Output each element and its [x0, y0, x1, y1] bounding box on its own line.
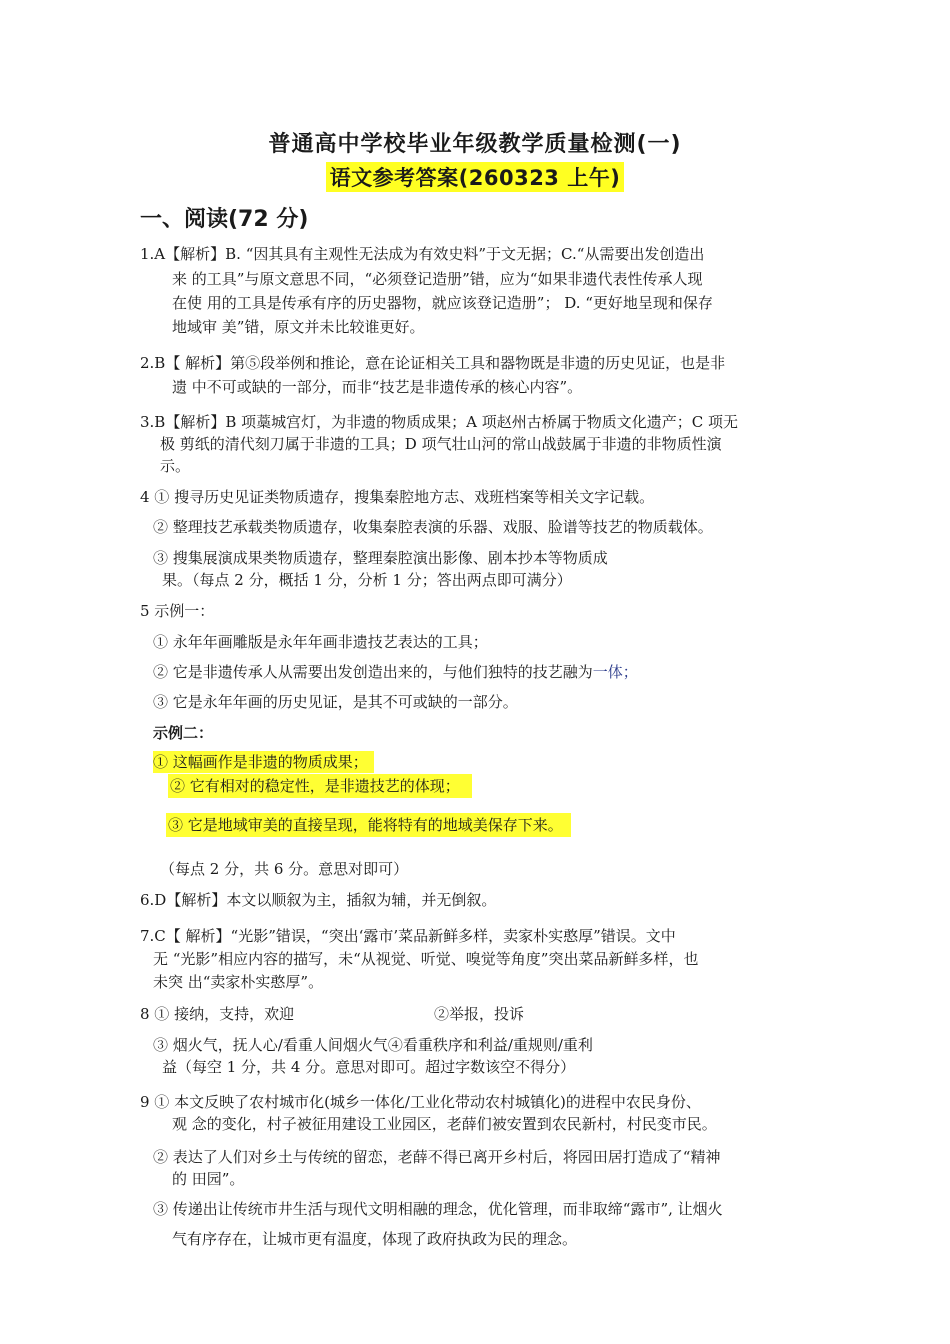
answer-1-line-4: 地域审 美”错，原文并未比较谁更好。: [172, 318, 425, 336]
answer-5-point-1: ① 永年年画雕版是永年年画非遗技艺表达的工具；: [153, 633, 488, 651]
answer-9-line-4: 的 田园”。: [172, 1170, 245, 1188]
answer-1-line-1: 1.A【解析】B. “因其具有主观性无法成为有效史料”于文无据；C.“从需要出发创造出: [140, 245, 705, 263]
answer-5-highlight-3: ③ 它是地域审美的直接呈现，能将特有的地域美保存下来。: [166, 813, 571, 837]
subtitle-row: [0, 162, 950, 192]
answer-4-line-2: ② 整理技艺承载类物质遗存，收集秦腔表演的乐器、戏服、脸谱等技艺的物质载体。: [153, 518, 713, 536]
answer-5-highlight-1: ① 这幅画作是非遗的物质成果；: [153, 751, 374, 773]
answer-4-line-3: ③ 搜集展演成果类物质遗存，整理秦腔演出影像、剧本抄本等物质成: [153, 549, 608, 567]
answer-5-point-2-text: ② 它是非遗传承人从需要出发创造出来的，与他们独特的技艺融为: [153, 663, 593, 681]
answer-8-line-1b: ②举报，投诉: [434, 1005, 525, 1023]
answer-7-line-3: 未突 出“卖家朴实憨厚”。: [153, 973, 324, 991]
answer-6-line: 6.D【解析】本文以顺叙为主，插叙为辅，并无倒叙。: [140, 891, 497, 909]
answer-1-line-3: 在使 用的工具是传承有序的历史器物，就应该登记造册”； D. “更好地呈现和保存: [172, 294, 713, 312]
answer-2-line-2: 遗 中不可或缺的一部分，而非“技艺是非遗传承的核心内容”。: [172, 378, 583, 396]
answer-8-line-1a: 8 ① 接纳，支持，欢迎: [140, 1005, 295, 1023]
answer-4-line-4: 果。（每点 2 分，概括 1 分，分析 1 分；答出两点即可满分）: [162, 571, 572, 589]
answer-8-line-3: 益（每空 1 分，共 4 分。意思对即可。超过字数该空不得分）: [162, 1058, 576, 1076]
answer-9-line-3: ② 表达了人们对乡土与传统的留恋，老薛不得已离开乡村后，将园田居打造成了“精神: [153, 1148, 721, 1166]
answer-7-line-1: 7.C【 解析】“光影”错误，“突出‘露市’菜品新鲜多样，卖家朴实憨厚”错误。文中: [140, 927, 676, 945]
answer-2-line-1: 2.B【 解析】第⑤段举例和推论，意在论证相关工具和器物既是非遗的历史见证，也是非: [140, 354, 726, 372]
answer-9-line-1: 9 ① 本文反映了农村城市化(城乡一体化/工业化带动农村城镇化)的进程中农民身份、: [140, 1093, 701, 1111]
answer-8-line-2: ③ 烟火气，抚人心/看重人间烟火气④看重秩序和利益/重规则/重利: [153, 1036, 593, 1054]
answer-5-point-2: [153, 661, 638, 683]
answer-9-line-6: 气有序存在，让城市更有温度，体现了政府执政为民的理念。: [172, 1230, 578, 1248]
answer-5-score-note: （每点 2 分，共 6 分。意思对即可）: [160, 860, 409, 878]
answer-9-line-5: ③ 传递出让传统市井生活与现代文明相融的理念，优化管理，而非取缔“露市”, 让烟火: [153, 1200, 723, 1218]
page-title: 普通高中学校毕业年级教学质量检测(一): [268, 132, 682, 157]
answer-1-line-2: 来 的工具”与原文意思不同，“必须登记造册”错，应为“如果非遗代表性传承人现: [172, 270, 703, 288]
answer-5-highlight-2: ② 它有相对的稳定性，是非遗技艺的体现；: [168, 774, 472, 798]
answer-5-label-1: 5 示例一：: [140, 602, 215, 620]
answer-4-line-1: 4 ① 搜寻历史见证类物质遗存，搜集秦腔地方志、戏班档案等相关文字记载。: [140, 488, 655, 506]
answer-5-point-2-tail: 一体；: [592, 663, 638, 681]
page-subtitle: 语文参考答案(260323 上午): [326, 162, 625, 192]
answer-5-label-2: 示例二：: [153, 724, 214, 742]
answer-3-line-2: 极 剪纸的清代刻刀属于非遗的工具；D 项气壮山河的常山战鼓属于非遗的非物质性演: [160, 435, 722, 453]
answer-5-point-3: ③ 它是永年年画的历史见证，是其不可或缺的一部分。: [153, 693, 518, 711]
section-heading: 一、阅读(72 分): [140, 207, 309, 232]
answer-7-line-2: 无 “光影”相应内容的描写，未“从视觉、听觉、嗅觉等角度”突出菜品新鲜多样，也: [153, 950, 699, 968]
answer-9-line-2: 观 念的变化，村子被征用建设工业园区，老薛们被安置到农民新村，村民变市民。: [172, 1115, 717, 1133]
answer-3-line-1: 3.B【解析】B 项藁城宫灯，为非遗的物质成果；A 项赵州古桥属于物质文化遗产；C 项无: [140, 413, 738, 431]
answer-3-line-3: 示。: [160, 457, 191, 475]
